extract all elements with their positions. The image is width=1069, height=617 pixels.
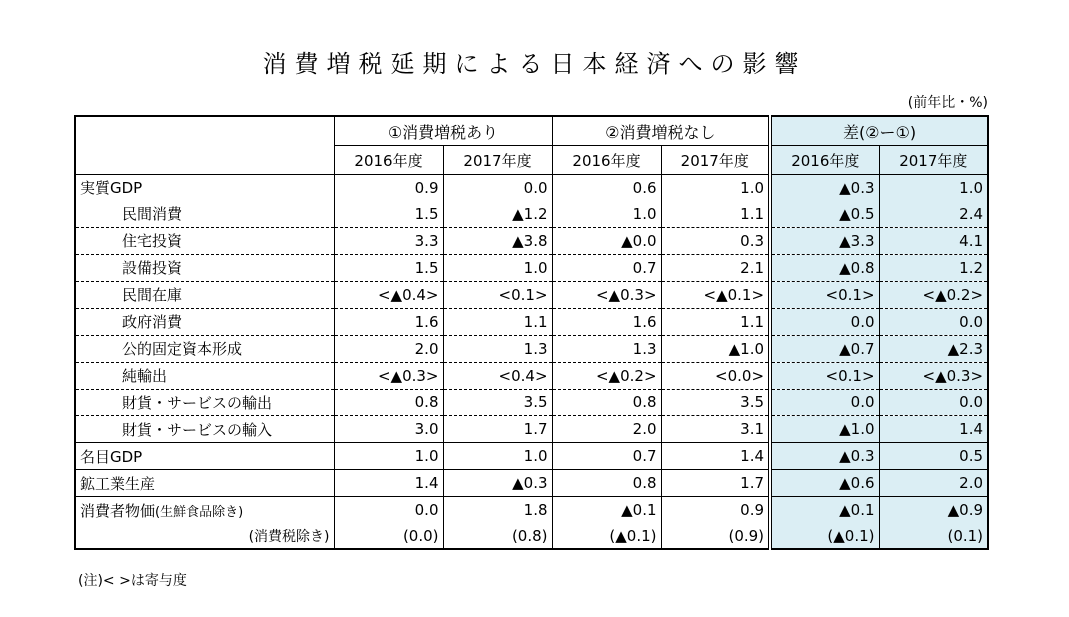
table-cell: 1.5 [334,201,443,227]
header-year: 2017年度 [879,146,988,175]
table-cell: 1.0 [334,443,443,470]
table-cell: 0.0 [879,308,988,335]
table-cell: (0.8) [443,523,552,549]
row-label: 民間在庫 [75,281,334,308]
row-label-note: (生鮮食品除き) [155,504,244,520]
table-cell: ▲0.1 [770,497,879,523]
table-cell: 2.0 [334,335,443,362]
header-group-without-tax-hike: ②消費増税なし [552,116,770,146]
table-cell: 0.9 [661,497,770,523]
table-cell: ▲0.5 [770,201,879,227]
row-label: 財貨・サービスの輸出 [75,389,334,416]
table-cell: 1.0 [443,443,552,470]
table-cell: 1.0 [443,254,552,281]
table-cell: 0.0 [334,497,443,523]
table-row [75,470,988,497]
row-label: 純輸出 [75,362,334,389]
header-blank [75,116,334,175]
table-cell: ▲0.1 [552,497,661,523]
table-row [75,416,988,443]
table-cell: <▲0.1> [661,281,770,308]
table-cell: 0.8 [334,389,443,416]
table-row [75,362,988,389]
row-label: 鉱工業生産 [75,470,334,497]
table-cell: (▲0.1) [552,523,661,549]
table-cell: ▲0.3 [443,470,552,497]
table-cell: <0.4> [443,362,552,389]
table-cell: ▲0.6 [770,470,879,497]
table-cell: 3.0 [334,416,443,443]
table-cell: (0.9) [661,523,770,549]
table-cell: ▲0.0 [552,227,661,254]
row-label [75,497,334,523]
table-cell: 2.0 [879,470,988,497]
table-row [75,497,988,523]
table-cell: <▲0.3> [552,281,661,308]
table-cell: <▲0.3> [334,362,443,389]
table-cell: <▲0.3> [879,362,988,389]
table-cell: 3.5 [661,389,770,416]
table-row [75,389,988,416]
table-cell: ▲1.0 [770,416,879,443]
table-cell: 1.3 [443,335,552,362]
table-cell: 1.3 [552,335,661,362]
table-cell: 0.0 [443,175,552,201]
header-group-difference: 差(②ー①) [770,116,988,146]
header-year: 2016年度 [552,146,661,175]
table-cell: 1.0 [661,175,770,201]
table-cell: 0.0 [879,389,988,416]
row-label-main: 消費者物価 [80,501,156,520]
table-cell: ▲0.3 [770,443,879,470]
row-label: (消費税除き) [75,523,334,549]
page-title: 消費増税延期による日本経済への影響 [262,50,807,78]
table-cell: 0.0 [770,389,879,416]
table-cell: 0.5 [879,443,988,470]
table-cell: ▲2.3 [879,335,988,362]
table-row [75,523,988,549]
table-cell: 0.6 [552,175,661,201]
table-cell: 1.1 [661,308,770,335]
table-cell: (▲0.1) [770,523,879,549]
table-cell: 1.2 [879,254,988,281]
table-cell: ▲0.8 [770,254,879,281]
table-cell: 2.0 [552,416,661,443]
table-cell: <▲0.2> [552,362,661,389]
footnote: (注)< >は寄与度 [78,573,187,589]
row-label: 財貨・サービスの輸入 [75,416,334,443]
table-cell: ▲1.0 [661,335,770,362]
table-row [75,281,988,308]
table-cell: 1.7 [443,416,552,443]
table-row [75,308,988,335]
row-label: 設備投資 [75,254,334,281]
economic-impact-table [74,115,989,550]
table-cell: ▲3.3 [770,227,879,254]
table-cell: <0.1> [443,281,552,308]
header-year: 2016年度 [770,146,879,175]
table-cell: 1.0 [879,175,988,201]
table-cell: <▲0.2> [879,281,988,308]
table-row [75,443,988,470]
row-label: 住宅投資 [75,227,334,254]
header-year: 2017年度 [661,146,770,175]
table-cell: 4.1 [879,227,988,254]
table-cell: (0.0) [334,523,443,549]
table-cell: 1.8 [443,497,552,523]
table-cell: 3.5 [443,389,552,416]
table-cell: 0.7 [552,443,661,470]
table-row [75,201,988,227]
table-cell: 1.6 [334,308,443,335]
table-cell: 1.4 [661,443,770,470]
table-cell: ▲0.3 [770,175,879,201]
table-cell: 1.4 [334,470,443,497]
row-label: 政府消費 [75,308,334,335]
table-cell: 0.8 [552,470,661,497]
table-cell: 1.5 [334,254,443,281]
table-cell: 2.1 [661,254,770,281]
table-row [75,227,988,254]
table-cell: 1.6 [552,308,661,335]
table-row [75,175,988,201]
table-cell: <0.0> [661,362,770,389]
table-cell: 1.4 [879,416,988,443]
row-label: 実質GDP [75,175,334,201]
table-cell: (0.1) [879,523,988,549]
table-cell: <▲0.4> [334,281,443,308]
table-cell: <0.1> [770,362,879,389]
header-year: 2017年度 [443,146,552,175]
table-cell: ▲3.8 [443,227,552,254]
table-cell: ▲1.2 [443,201,552,227]
table-row [75,254,988,281]
table-cell: 2.4 [879,201,988,227]
row-label: 名目GDP [75,443,334,470]
table-cell: 0.0 [770,308,879,335]
table-cell: 3.1 [661,416,770,443]
unit-label: (前年比・%) [907,95,988,111]
table-cell: ▲0.9 [879,497,988,523]
table-cell: <0.1> [770,281,879,308]
table-cell: 0.8 [552,389,661,416]
row-label: 公的固定資本形成 [75,335,334,362]
table-cell: 1.0 [552,201,661,227]
table-cell: 0.7 [552,254,661,281]
table-cell: 0.9 [334,175,443,201]
table-cell: 1.1 [661,201,770,227]
table-cell: ▲0.7 [770,335,879,362]
row-label: 民間消費 [75,201,334,227]
header-group-with-tax-hike: ①消費増税あり [334,116,552,146]
table-cell: 3.3 [334,227,443,254]
header-year: 2016年度 [334,146,443,175]
table-cell: 1.1 [443,308,552,335]
table-row [75,335,988,362]
table-cell: 1.7 [661,470,770,497]
table-cell: 0.3 [661,227,770,254]
